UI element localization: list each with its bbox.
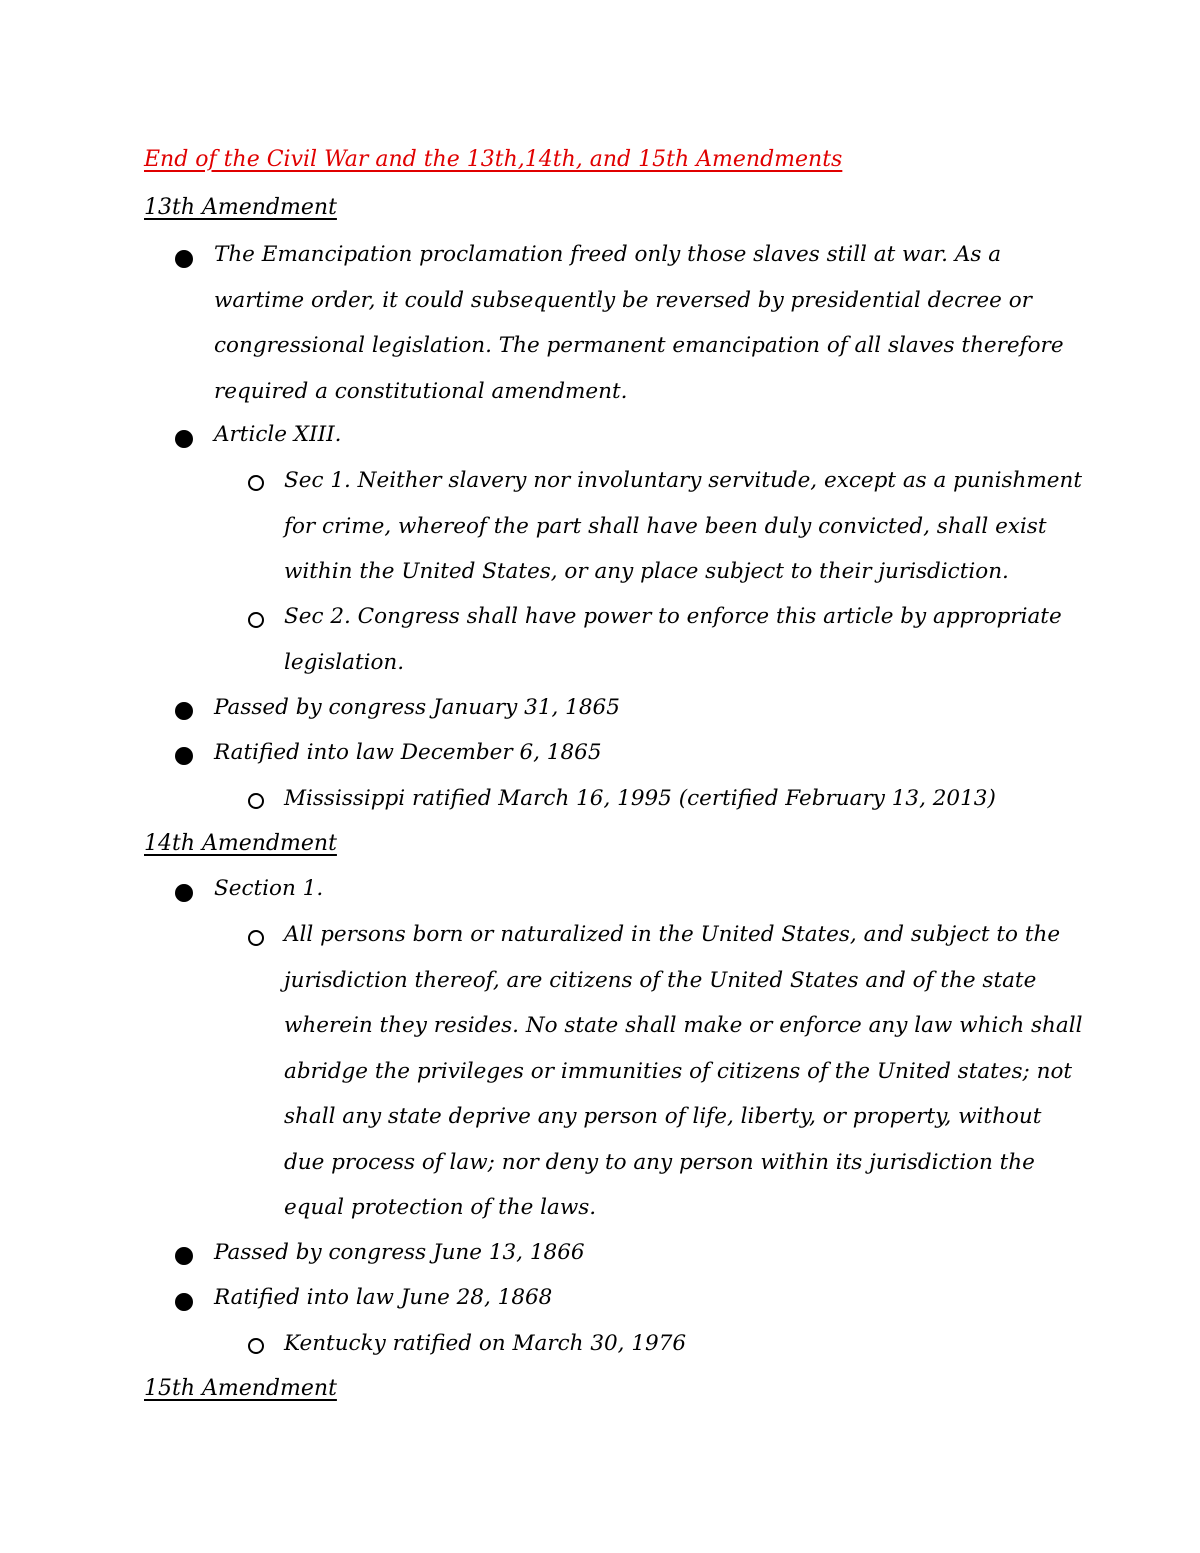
list-item [214, 412, 1084, 458]
section-heading-14th: 14th Amendment [144, 831, 337, 856]
list-item-text: Passed by congress June 13, 1866 [214, 1240, 585, 1265]
list-item [214, 685, 1084, 731]
list-item [284, 1321, 1084, 1367]
list-item [214, 232, 1084, 414]
list-item-text: Mississippi ratified March 16, 1995 (certified February 13, 2013) [284, 786, 996, 811]
list-item [214, 866, 1084, 912]
list-item-text: Section 1. [214, 876, 324, 901]
list-item [284, 776, 1084, 822]
list-item [214, 730, 1084, 776]
list-item [284, 594, 1084, 685]
filled-bullet-icon [175, 250, 193, 268]
list-item [214, 1230, 1084, 1276]
hollow-bullet-icon [248, 793, 264, 809]
filled-bullet-icon [175, 747, 193, 765]
filled-bullet-icon [175, 430, 193, 448]
list-item-text: Passed by congress January 31, 1865 [214, 695, 620, 720]
list-item-text: Ratified into law December 6, 1865 [214, 740, 602, 765]
section-heading-13th: 13th Amendment [144, 195, 337, 220]
document-title: End of the Civil War and the 13th,14th, and 15th Amendments [144, 147, 843, 172]
hollow-bullet-icon [248, 930, 264, 946]
hollow-bullet-icon [248, 612, 264, 628]
list-item-text: Kentucky ratified on March 30, 1976 [284, 1331, 687, 1356]
hollow-bullet-icon [248, 475, 264, 491]
list-item-text: The Emancipation proclamation freed only those slaves still at war. As a wartime order, it could subsequently be reversed by presidential decree or congressional legislation. The permanent emancipation of all slaves therefore required a constitutional amendment. [214, 242, 1064, 404]
list-item-text: Sec 2. Congress shall have power to enforce this article by appropriate legislation. [284, 604, 1062, 675]
list-item [214, 1275, 1084, 1321]
filled-bullet-icon [175, 1293, 193, 1311]
filled-bullet-icon [175, 1247, 193, 1265]
filled-bullet-icon [175, 884, 193, 902]
list-item [284, 458, 1084, 595]
hollow-bullet-icon [248, 1338, 264, 1354]
list-item-text: All persons born or naturalized in the United States, and subject to the jurisdiction thereof, are citizens of the United States and of the state wherein they resides. No state shall make or enforce any law which shall abridge the privileges or immunities of citizens of the United states; not shall any state deprive any person of life, liberty, or property, without due process of law; nor deny to any person within its jurisdiction the equal protection of the laws. [284, 922, 1083, 1220]
list-item-text: Ratified into law June 28, 1868 [214, 1285, 553, 1310]
list-item-text: Article XIII. [214, 422, 342, 447]
section-heading-15th: 15th Amendment [144, 1376, 337, 1401]
list-item [284, 912, 1084, 1231]
list-item-text: Sec 1. Neither slavery nor involuntary servitude, except as a punishment for crime, whereof the part shall have been duly convicted, shall exist within the United States, or any place subject to their jurisdiction. [284, 468, 1082, 584]
filled-bullet-icon [175, 702, 193, 720]
